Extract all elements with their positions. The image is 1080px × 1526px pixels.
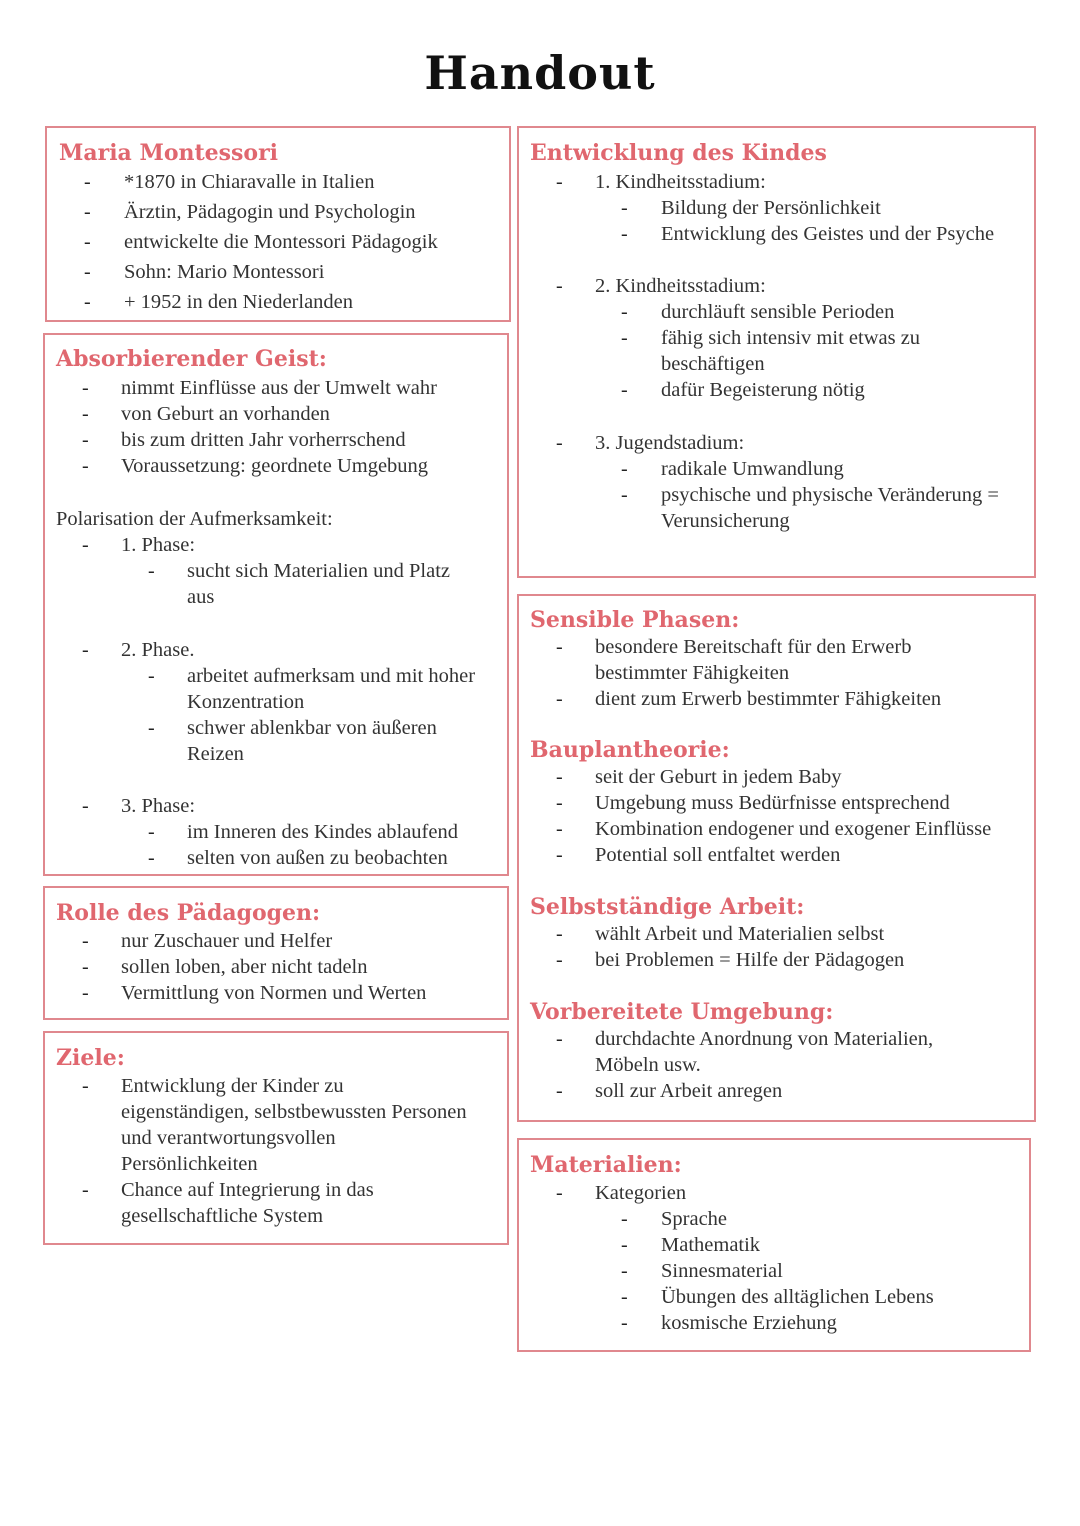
bullet-dash: -: [556, 949, 563, 971]
bullet-dash: -: [148, 560, 155, 582]
list-item: wählt Arbeit und Materialien selbst: [595, 923, 885, 945]
list-item-continued: Reizen: [187, 743, 244, 765]
list-item: seit der Geburt in jedem Baby: [595, 766, 842, 788]
bullet-dash: -: [556, 275, 563, 297]
list-item: Potential soll entfaltet werden: [595, 844, 841, 866]
ziele-heading: Ziele:: [56, 1045, 125, 1071]
list-item: Umgebung muss Bedürfnisse entsprechend: [595, 792, 950, 814]
stage-label: 2. Kindheitsstadium:: [595, 275, 766, 297]
list-item: im Inneren des Kindes ablaufend: [187, 821, 458, 843]
bullet-dash: -: [556, 1182, 563, 1204]
stage-label: 1. Kindheitsstadium:: [595, 171, 766, 193]
bullet-dash: -: [556, 766, 563, 788]
bullet-dash: -: [556, 688, 563, 710]
bullet-dash: -: [556, 171, 563, 193]
bullet-dash: -: [82, 639, 89, 661]
list-item: Entwicklung der Kinder zu: [121, 1075, 344, 1097]
list-item: Sprache: [661, 1208, 728, 1230]
bullet-dash: -: [621, 1286, 628, 1308]
list-item: Vermittlung von Normen und Werten: [121, 982, 427, 1004]
polarisation-label: Polarisation der Aufmerksamkeit:: [56, 508, 333, 530]
rolle-heading: Rolle des Pädagogen:: [56, 900, 321, 926]
bullet-dash: -: [621, 1234, 628, 1256]
list-item: Entwicklung des Geistes und der Psyche: [661, 223, 995, 245]
list-item-continued: gesellschaftliche System: [121, 1205, 324, 1227]
entwicklung-heading: Entwicklung des Kindes: [530, 140, 827, 166]
list-item-continued: aus: [187, 586, 215, 608]
list-item: arbeitet aufmerksam und mit hoher: [187, 665, 476, 687]
bullet-dash: -: [82, 377, 89, 399]
bullet-dash: -: [82, 534, 89, 556]
bullet-dash: -: [556, 923, 563, 945]
bullet-dash: -: [82, 930, 89, 952]
sensible-heading: Sensible Phasen:: [530, 607, 740, 633]
list-item: Ärztin, Pädagogin und Psychologin: [124, 201, 416, 223]
bullet-dash: -: [82, 1075, 89, 1097]
list-item-continued: bestimmter Fähigkeiten: [595, 662, 790, 684]
list-item: Kombination endogener und exogener Einflüsse: [595, 818, 992, 840]
list-item: bei Problemen = Hilfe der Pädagogen: [595, 949, 905, 971]
list-item: nur Zuschauer und Helfer: [121, 930, 333, 952]
bullet-dash: -: [621, 484, 628, 506]
bullet-dash: -: [556, 818, 563, 840]
list-item: kosmische Erziehung: [661, 1312, 837, 1334]
bullet-dash: -: [84, 171, 91, 193]
selbst-heading: Selbstständige Arbeit:: [530, 894, 805, 920]
list-item: psychische und physische Veränderung =: [661, 484, 999, 506]
phase-label: 1. Phase:: [121, 534, 196, 556]
bullet-dash: -: [82, 429, 89, 451]
list-item: selten von außen zu beobachten: [187, 847, 448, 869]
list-item: fähig sich intensiv mit etwas zu: [661, 327, 921, 349]
list-item: nimmt Einflüsse aus der Umwelt wahr: [121, 377, 437, 399]
bullet-dash: -: [82, 956, 89, 978]
bullet-dash: -: [621, 197, 628, 219]
umgebung-heading: Vorbereitete Umgebung:: [530, 999, 834, 1025]
list-item-continued: Konzentration: [187, 691, 305, 713]
geist-heading: Absorbierender Geist:: [56, 346, 327, 372]
list-item: Mathematik: [661, 1234, 761, 1256]
bullet-dash: -: [556, 792, 563, 814]
bullet-dash: -: [621, 458, 628, 480]
bullet-dash: -: [148, 821, 155, 843]
phase-label: 2. Phase.: [121, 639, 195, 661]
list-item: von Geburt an vorhanden: [121, 403, 330, 425]
bullet-dash: -: [148, 717, 155, 739]
phase-label: 3. Phase:: [121, 795, 196, 817]
list-item: Sinnesmaterial: [661, 1260, 783, 1282]
list-item: sucht sich Materialien und Platz: [187, 560, 451, 582]
bullet-dash: -: [621, 379, 628, 401]
bullet-dash: -: [148, 847, 155, 869]
list-item: Übungen des alltäglichen Lebens: [661, 1286, 934, 1308]
list-item: dient zum Erwerb bestimmter Fähigkeiten: [595, 688, 942, 710]
list-item: durchläuft sensible Perioden: [661, 301, 895, 323]
bauplan-heading: Bauplantheorie:: [530, 737, 730, 763]
list-item: Chance auf Integrierung in das: [121, 1179, 374, 1201]
list-item: Voraussetzung: geordnete Umgebung: [121, 455, 429, 477]
list-item: Bildung der Persönlichkeit: [661, 197, 881, 219]
bullet-dash: -: [621, 223, 628, 245]
bullet-dash: -: [621, 327, 628, 349]
list-item: radikale Umwandlung: [661, 458, 844, 480]
bullet-dash: -: [82, 795, 89, 817]
bullet-dash: -: [84, 291, 91, 313]
page-title: Handout: [424, 46, 656, 100]
bullet-dash: -: [556, 1080, 563, 1102]
list-item-continued: Verunsicherung: [661, 510, 790, 532]
list-item: bis zum dritten Jahr vorherrschend: [121, 429, 406, 451]
list-item: + 1952 in den Niederlanden: [124, 291, 354, 313]
bullet-dash: -: [84, 231, 91, 253]
list-item: schwer ablenkbar von äußeren: [187, 717, 437, 739]
list-item-continued: Persönlichkeiten: [121, 1153, 258, 1175]
bullet-dash: -: [82, 403, 89, 425]
list-item-continued: eigenständigen, selbstbewussten Personen: [121, 1101, 467, 1123]
montessori-heading: Maria Montessori: [59, 140, 279, 166]
bullet-dash: -: [556, 636, 563, 658]
bullet-dash: -: [148, 665, 155, 687]
list-item: besondere Bereitschaft für den Erwerb: [595, 636, 912, 658]
stage-label: 3. Jugendstadium:: [595, 432, 745, 454]
list-item: sollen loben, aber nicht tadeln: [121, 956, 368, 978]
list-item: entwickelte die Montessori Pädagogik: [124, 231, 438, 253]
bullet-dash: -: [82, 982, 89, 1004]
list-item: soll zur Arbeit anregen: [595, 1080, 783, 1102]
bullet-dash: -: [556, 1028, 563, 1050]
list-item: Sohn: Mario Montessori: [124, 261, 325, 283]
bullet-dash: -: [621, 1260, 628, 1282]
bullet-dash: -: [621, 301, 628, 323]
list-item: dafür Begeisterung nötig: [661, 379, 865, 401]
list-item: *1870 in Chiaravalle in Italien: [124, 171, 375, 193]
materialien-heading: Materialien:: [530, 1152, 682, 1178]
bullet-dash: -: [84, 261, 91, 283]
list-item-continued: und verantwortungsvollen: [121, 1127, 336, 1149]
bullet-dash: -: [621, 1208, 628, 1230]
list-item-continued: Möbeln usw.: [595, 1054, 701, 1076]
bullet-dash: -: [556, 432, 563, 454]
bullet-dash: -: [82, 455, 89, 477]
bullet-dash: -: [82, 1179, 89, 1201]
bullet-dash: -: [84, 201, 91, 223]
list-item: durchdachte Anordnung von Materialien,: [595, 1028, 934, 1050]
list-item-continued: beschäftigen: [661, 353, 765, 375]
bullet-dash: -: [621, 1312, 628, 1334]
bullet-dash: -: [556, 844, 563, 866]
category-label: Kategorien: [595, 1182, 687, 1204]
